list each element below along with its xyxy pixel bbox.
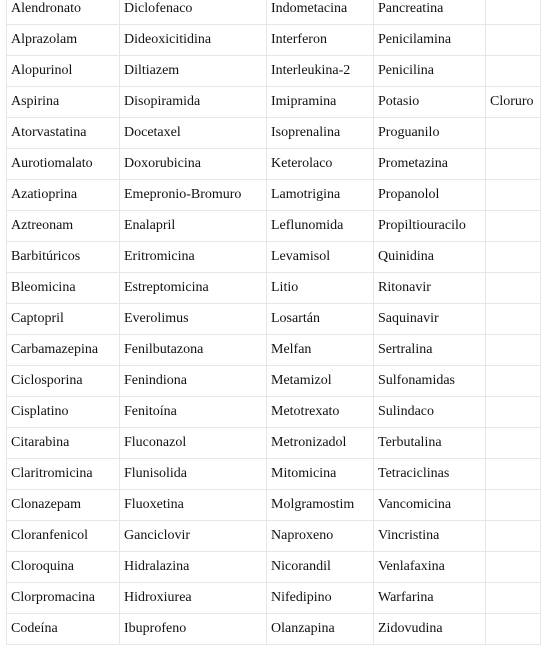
table-cell: Aztreonam: [7, 211, 120, 242]
table-cell: Clonazepam: [7, 490, 120, 521]
table-row: [7, 614, 541, 645]
table-cell: [486, 242, 541, 273]
table-row: [7, 428, 541, 459]
table-cell: Atorvastatina: [7, 118, 120, 149]
table-cell: [486, 0, 541, 25]
table-row: [7, 552, 541, 583]
table-cell: [486, 490, 541, 521]
table-cell: Hidralazina: [120, 552, 267, 583]
table-cell: Fenitoína: [120, 397, 267, 428]
drug-list-table: [6, 0, 541, 645]
table-row: [7, 149, 541, 180]
table-cell: Carbamazepina: [7, 335, 120, 366]
table-cell: Enalapril: [120, 211, 267, 242]
table-cell: Pancreatina: [374, 0, 486, 25]
table-cell: Indometacina: [267, 0, 374, 25]
table-cell: Warfarina: [374, 583, 486, 614]
table-row: [7, 273, 541, 304]
table-cell: [486, 614, 541, 645]
table-cell: Proguanilo: [374, 118, 486, 149]
table-cell: [486, 428, 541, 459]
table-row: [7, 56, 541, 87]
table-cell: [486, 25, 541, 56]
table-cell: Everolimus: [120, 304, 267, 335]
table-row: [7, 366, 541, 397]
table-cell: Disopiramida: [120, 87, 267, 118]
table-cell: Codeína: [7, 614, 120, 645]
table-row: [7, 87, 541, 118]
table-cell: Terbutalina: [374, 428, 486, 459]
table-cell: Clorpromacina: [7, 583, 120, 614]
table-cell: Naproxeno: [267, 521, 374, 552]
table-cell: Fluoxetina: [120, 490, 267, 521]
table-cell: Cisplatino: [7, 397, 120, 428]
table-cell: Lamotrigina: [267, 180, 374, 211]
table-cell: Olanzapina: [267, 614, 374, 645]
table-row: [7, 242, 541, 273]
table-row: [7, 397, 541, 428]
table-cell: Melfan: [267, 335, 374, 366]
table-cell: Imipramina: [267, 87, 374, 118]
table-cell: Penicilina: [374, 56, 486, 87]
table-row: [7, 521, 541, 552]
table-cell: Nicorandil: [267, 552, 374, 583]
table-cell: Ritonavir: [374, 273, 486, 304]
table-cell: Citarabina: [7, 428, 120, 459]
table-row: [7, 459, 541, 490]
table-cell: Ciclosporina: [7, 366, 120, 397]
table-cell: Docetaxel: [120, 118, 267, 149]
table-cell: Isoprenalina: [267, 118, 374, 149]
table-cell: Vincristina: [374, 521, 486, 552]
table-cell: Sulfonamidas: [374, 366, 486, 397]
table-cell: Litio: [267, 273, 374, 304]
table-cell: Penicilamina: [374, 25, 486, 56]
table-cell: [486, 304, 541, 335]
table-row: [7, 0, 541, 25]
table-cell: Cloroquina: [7, 552, 120, 583]
table-cell: Flunisolida: [120, 459, 267, 490]
table-cell: Aurotiomalato: [7, 149, 120, 180]
table-cell: Doxorubicina: [120, 149, 267, 180]
table-cell: [486, 552, 541, 583]
table-row: [7, 25, 541, 56]
table-cell: Claritromicina: [7, 459, 120, 490]
table-cell: Tetraciclinas: [374, 459, 486, 490]
table-cell: Sertralina: [374, 335, 486, 366]
table-cell: Fenilbutazona: [120, 335, 267, 366]
table-cell: Mitomicina: [267, 459, 374, 490]
table-cell: Ibuprofeno: [120, 614, 267, 645]
table-cell: [486, 459, 541, 490]
table-row: [7, 583, 541, 614]
table-cell: Metronizadol: [267, 428, 374, 459]
table-cell: Molgramostim: [267, 490, 374, 521]
table-cell: Diclofenaco: [120, 0, 267, 25]
table-cell: Keterolaco: [267, 149, 374, 180]
table-row: [7, 180, 541, 211]
table-cell: Potasio: [374, 87, 486, 118]
table-cell: Quinidina: [374, 242, 486, 273]
table-cell: Bleomicina: [7, 273, 120, 304]
table-cell: [486, 273, 541, 304]
table-cell: Levamisol: [267, 242, 374, 273]
table-cell: [486, 56, 541, 87]
table-cell: [486, 180, 541, 211]
table-cell: [486, 149, 541, 180]
table-cell: Captopril: [7, 304, 120, 335]
table-cell: Leflunomida: [267, 211, 374, 242]
table-cell: Cloranfenicol: [7, 521, 120, 552]
table-cell: [486, 583, 541, 614]
table-row: [7, 304, 541, 335]
table-cell: [486, 521, 541, 552]
table-cell: Emepronio-Bromuro: [120, 180, 267, 211]
table-cell: Metamizol: [267, 366, 374, 397]
table-cell: Eritromicina: [120, 242, 267, 273]
table-cell: Fluconazol: [120, 428, 267, 459]
table-cell: [486, 366, 541, 397]
table-cell: [486, 335, 541, 366]
table-cell: Alendronato: [7, 0, 120, 25]
drug-list-table-body: [7, 0, 541, 645]
table-cell: Interferon: [267, 25, 374, 56]
table-cell: Fenindiona: [120, 366, 267, 397]
table-row: [7, 118, 541, 149]
table-cell: Vancomicina: [374, 490, 486, 521]
table-cell: Ganciclovir: [120, 521, 267, 552]
table-cell: Interleukina-2: [267, 56, 374, 87]
table-cell: Sulindaco: [374, 397, 486, 428]
table-cell: Alprazolam: [7, 25, 120, 56]
table-cell: Prometazina: [374, 149, 486, 180]
table-cell: Cloruro: [486, 87, 541, 118]
table-cell: Estreptomicina: [120, 273, 267, 304]
table-cell: Propanolol: [374, 180, 486, 211]
table-cell: Metotrexato: [267, 397, 374, 428]
table-cell: Azatioprina: [7, 180, 120, 211]
table-row: [7, 211, 541, 242]
table-row: [7, 490, 541, 521]
table-cell: [486, 397, 541, 428]
table-cell: [486, 211, 541, 242]
table-cell: Barbitúricos: [7, 242, 120, 273]
table-cell: Aspirina: [7, 87, 120, 118]
table-cell: [486, 118, 541, 149]
table-cell: Nifedipino: [267, 583, 374, 614]
table-cell: Dideoxicitidina: [120, 25, 267, 56]
table-cell: Venlafaxina: [374, 552, 486, 583]
table-cell: Zidovudina: [374, 614, 486, 645]
table-cell: Alopurinol: [7, 56, 120, 87]
table-cell: Hidroxiurea: [120, 583, 267, 614]
table-row: [7, 335, 541, 366]
table-cell: Losartán: [267, 304, 374, 335]
table-cell: Diltiazem: [120, 56, 267, 87]
table-cell: Propiltiouracilo: [374, 211, 486, 242]
table-cell: Saquinavir: [374, 304, 486, 335]
